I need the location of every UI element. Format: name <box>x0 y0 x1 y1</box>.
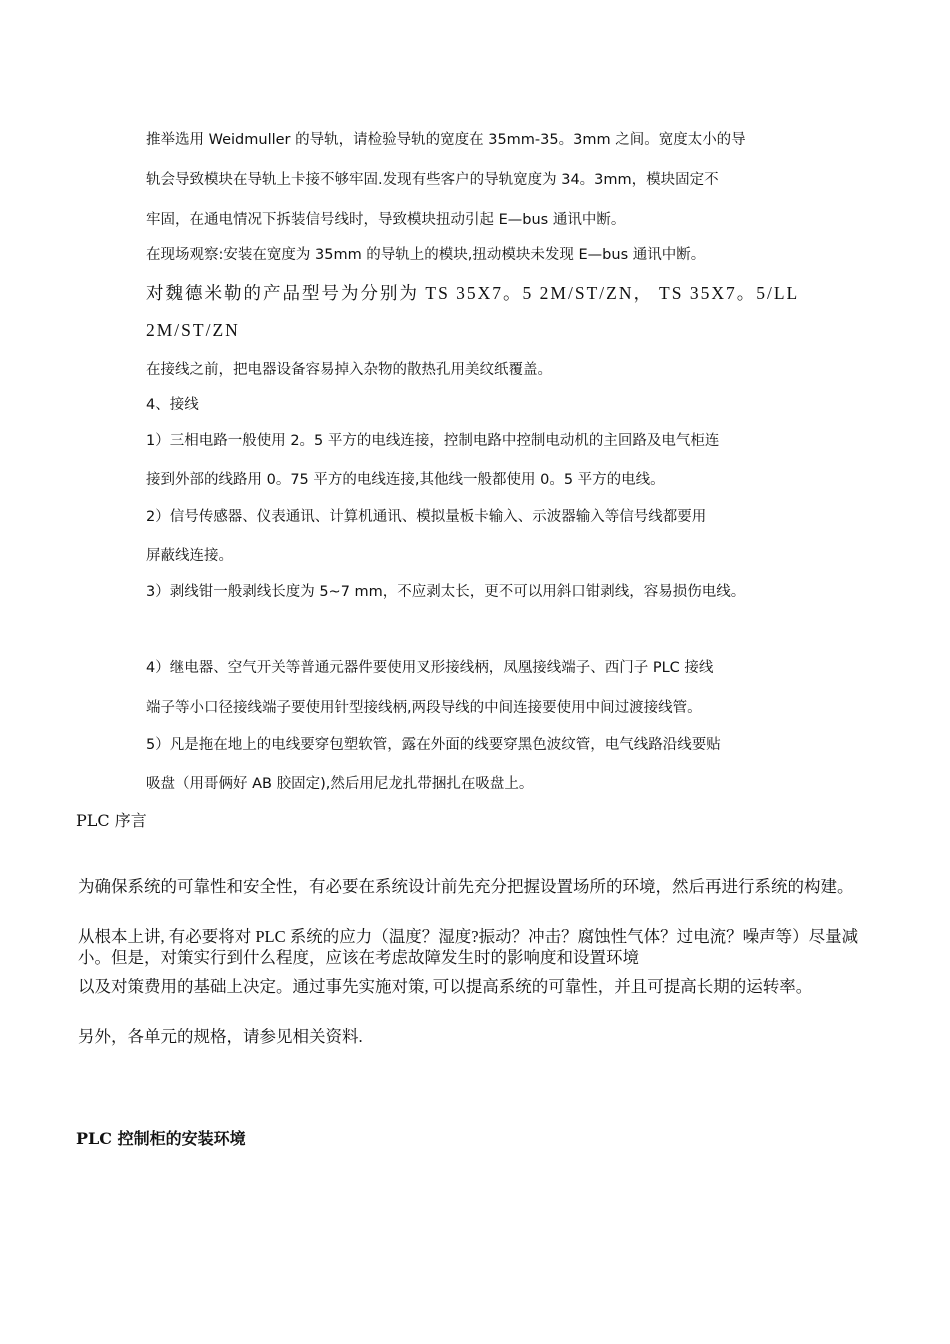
text-line-9: 1）三相电路一般使用 2。5 平方的电线连接，控制电路中控制电动机的主回路及电气柜连 <box>146 433 720 449</box>
text-line-13: 3）剥线钳一般剥线长度为 5~7 mm，不应剥太长，更不可以用斜口钳剥线，容易损伤电线。 <box>146 584 746 600</box>
text-line-10: 接到外部的线路用 0。75 平方的电线连接,其他线一般都使用 0。5 平方的电线。 <box>146 472 665 488</box>
text-line-5: 对魏德米勒的产品型号为分别为 TS 35X7。5 2M/ST/ZN， TS 35X7。5/LL <box>146 283 800 303</box>
text-line-8: 4、接线 <box>146 397 199 413</box>
text-line-15: 端子等小口径接线端子要使用针型接线柄,两段导线的中间连接要使用中间过渡接线管。 <box>146 700 702 716</box>
paragraph-1: 为确保系统的可靠性和安全性，有必要在系统设计前先充分把握设置场所的环境，然后再进行系统的构建。 <box>78 877 854 896</box>
text-line-3: 牢固，在通电情况下拆装信号线时，导致模块扭动引起 E—bus 通讯中断。 <box>146 212 626 228</box>
paragraph-2: 从根本上讲, 有必要将对 PLC 系统的应力（温度？湿度?振动？冲击？腐蚀性气体？过电流？噪声等）尽量减小。但是，对策实行到什么程度，应该在考虑故障发生时的影响度和设置环境 <box>78 927 859 967</box>
text-line-4: 在现场观察:安装在宽度为 35mm 的导轨上的模块,扭动模块未发现 E—bus 通讯中断。 <box>146 247 706 263</box>
text-line-12: 屏蔽线连接。 <box>146 548 233 564</box>
text-line-2: 轨会导致模块在导轨上卡接不够牢固.发现有些客户的导轨宽度为 34。3mm，模块固定不 <box>146 172 719 188</box>
text-line-14: 4）继电器、空气开关等普通元器件要使用叉形接线柄，凤凰接线端子、西门子 PLC 接线 <box>146 660 714 676</box>
text-line-16: 5）凡是拖在地上的电线要穿包塑软管，露在外面的线要穿黑色波纹管，电气线路沿线要贴 <box>146 737 721 753</box>
text-line-11: 2）信号传感器、仪表通讯、计算机通讯、模拟量板卡输入、示波器输入等信号线都要用 <box>146 509 707 525</box>
section-heading-plc-intro: PLC 序言 <box>76 811 147 830</box>
text-line-6: 2M/ST/ZN <box>146 320 240 340</box>
text-line-7: 在接线之前，把电器设备容易掉入杂物的散热孔用美纹纸覆盖。 <box>146 362 552 378</box>
text-line-1: 推举选用 Weidmuller 的导轨，请检验导轨的宽度在 35mm-35。3mm 之间。宽度太小的导 <box>146 132 746 148</box>
text-line-17: 吸盘（用哥俩好 AB 胶固定),然后用尼龙扎带捆扎在吸盘上。 <box>146 776 534 792</box>
paragraph-4: 另外，各单元的规格，请参见相关资料. <box>78 1027 363 1046</box>
paragraph-3: 以及对策费用的基础上决定。通过事先实施对策, 可以提高系统的可靠性，并且可提高长期的运转率。 <box>78 977 813 996</box>
section-heading-cabinet-environment: PLC 控制柜的安装环境 <box>76 1129 246 1148</box>
